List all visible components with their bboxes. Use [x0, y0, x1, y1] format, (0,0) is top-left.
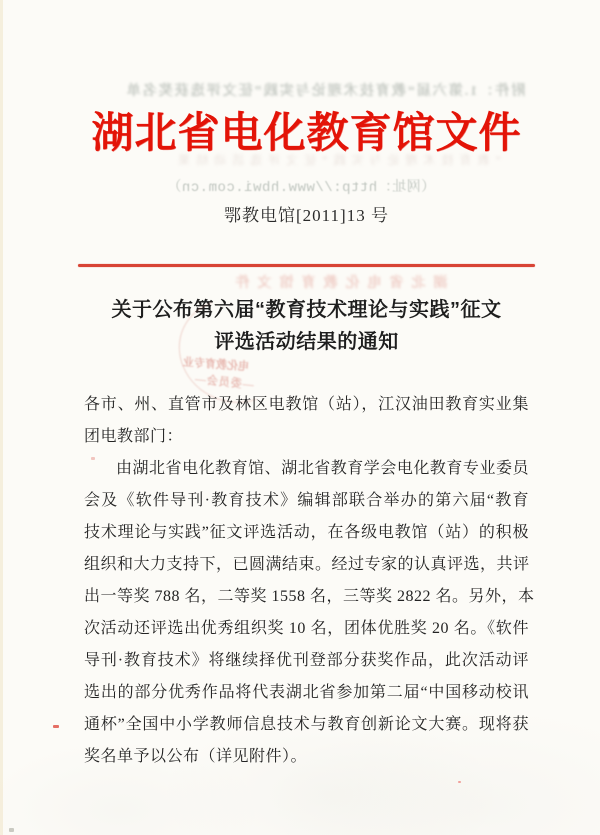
body-line: 技术理论与实践”征文评选活动，在各级电教馆（站）的积极: [84, 524, 529, 541]
bleedthrough-stamp-text-1: 电化教育专业: [182, 356, 250, 373]
gray-scan-speck: [9, 828, 14, 832]
red-divider-rule: [78, 264, 535, 267]
red-ink-speck: [458, 781, 461, 783]
notice-subject: [0, 294, 600, 358]
letterhead-title: 湖北省电化教育馆文件: [91, 111, 522, 157]
red-ink-speck: [53, 725, 59, 728]
body-line: 出一等奖 788 名，二等奖 1558 名，三等奖 2822 名。另外，本: [84, 588, 535, 605]
body-line: 导刊·教育技术》将继续择优刊登部分获奖作品，此次活动评: [84, 652, 529, 669]
bleedthrough-text-mid: “教育技术理论与实践”征文评选活动结果: [172, 153, 501, 167]
body-line: 奖名单予以公布（详见附件）。: [84, 748, 308, 765]
bleedthrough-red-header: 湖北省电化教育馆文件: [227, 276, 448, 291]
notice-subject-line-1: 关于公布第六届“教育技术理论与实践”征文: [111, 299, 502, 321]
notice-body: [84, 389, 535, 773]
notice-subject-line-2: 评选活动结果的通知: [214, 331, 399, 353]
body-line: 通杯”全国中小学教师信息技术与教育创新论文大赛。现将获: [84, 716, 529, 733]
bleedthrough-stamp-text-2: —委员会—: [193, 373, 255, 392]
body-line: 次活动还评选出优秀组织奖 10 名，团体优胜奖 20 名。《软件: [84, 620, 529, 637]
body-line: 组织和大力支持下，已圆满结束。经过专家的认真评选，共评: [84, 556, 530, 573]
body-line: 由湖北省电化教育馆、湖北省教育学会电化教育专业委员: [116, 460, 529, 477]
body-line: 选出的部分优秀作品将代表湖北省参加第二届“中国移动校讯: [84, 684, 529, 701]
body-line: 团电教部门：: [84, 428, 184, 445]
document-number: 鄂教电馆[2011]13 号: [224, 206, 389, 225]
bleedthrough-url-line: （网址：http://www.hbwi.com.cn）: [166, 180, 436, 196]
body-line: 会及《软件导刊·教育技术》编辑部联合举办的第六届“教育: [84, 492, 529, 509]
bleedthrough-text-top: 附件：1.第六届“教育技术理论与实践”征文评选获奖名单: [124, 84, 526, 99]
body-line: 各市、州、直管市及林区电教馆（站），江汉油田教育实业集: [84, 396, 529, 413]
